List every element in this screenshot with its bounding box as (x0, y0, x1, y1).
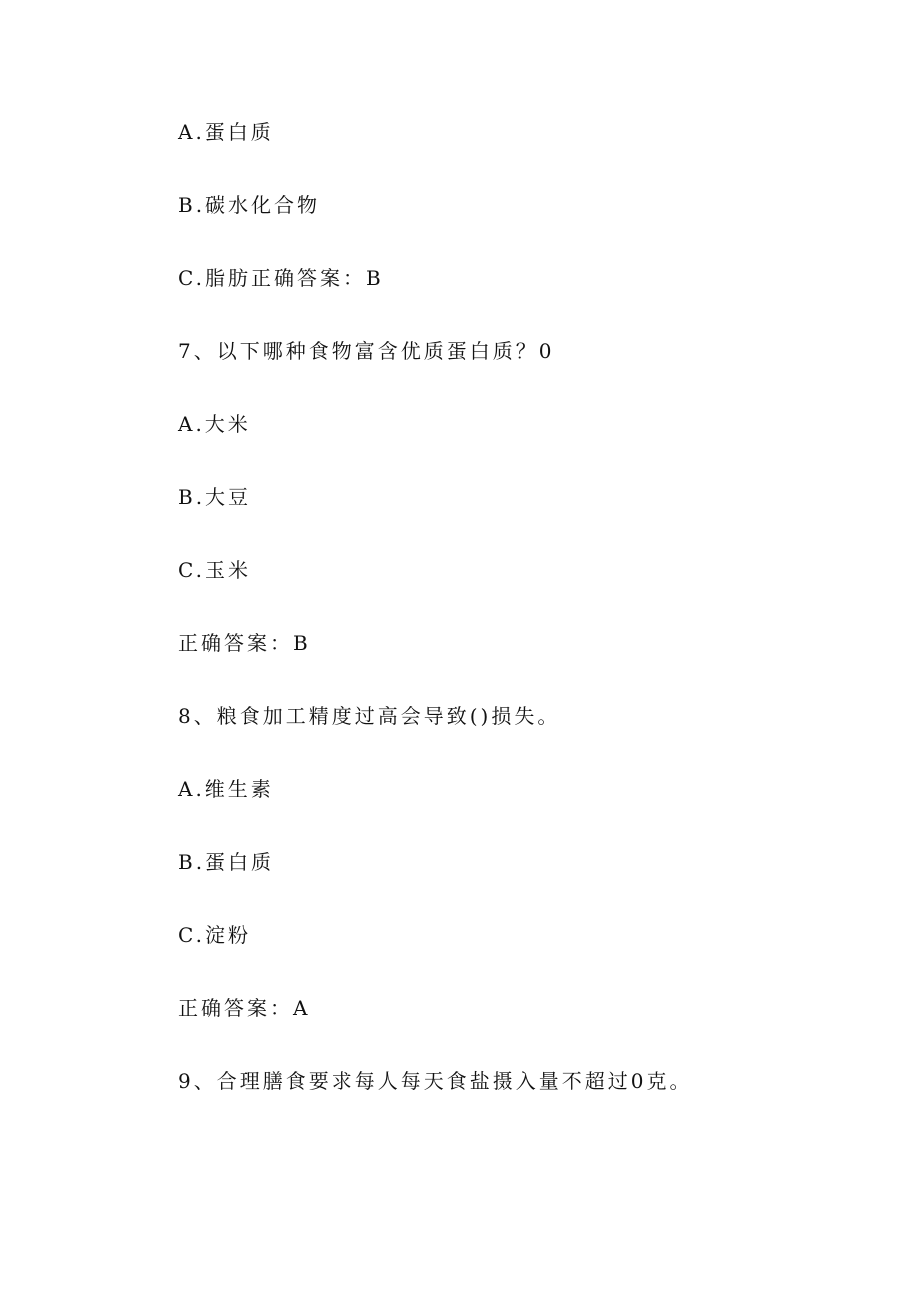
option-c-fat-with-answer: C.脂肪正确答案：B (178, 266, 384, 290)
question-9: 9、合理膳食要求每人每天食盐摄入量不超过0克。 (178, 1069, 693, 1093)
answer-7: 正确答案：B (178, 631, 311, 655)
answer-8: 正确答案：A (178, 996, 311, 1020)
option-b-carbohydrate: B.碳水化合物 (178, 193, 321, 217)
option-a-vitamin: A.维生素 (178, 777, 274, 801)
option-a-rice: A.大米 (178, 412, 251, 436)
option-c-corn: C.玉米 (178, 558, 251, 582)
question-8: 8、粮食加工精度过高会导致()损失。 (178, 704, 561, 728)
question-7: 7、以下哪种食物富含优质蛋白质？0 (178, 339, 555, 363)
option-b-protein: B.蛋白质 (178, 850, 275, 874)
option-c-starch: C.淀粉 (178, 923, 251, 947)
option-b-soybean: B.大豆 (178, 485, 252, 509)
option-a-protein: A.蛋白质 (178, 120, 274, 144)
